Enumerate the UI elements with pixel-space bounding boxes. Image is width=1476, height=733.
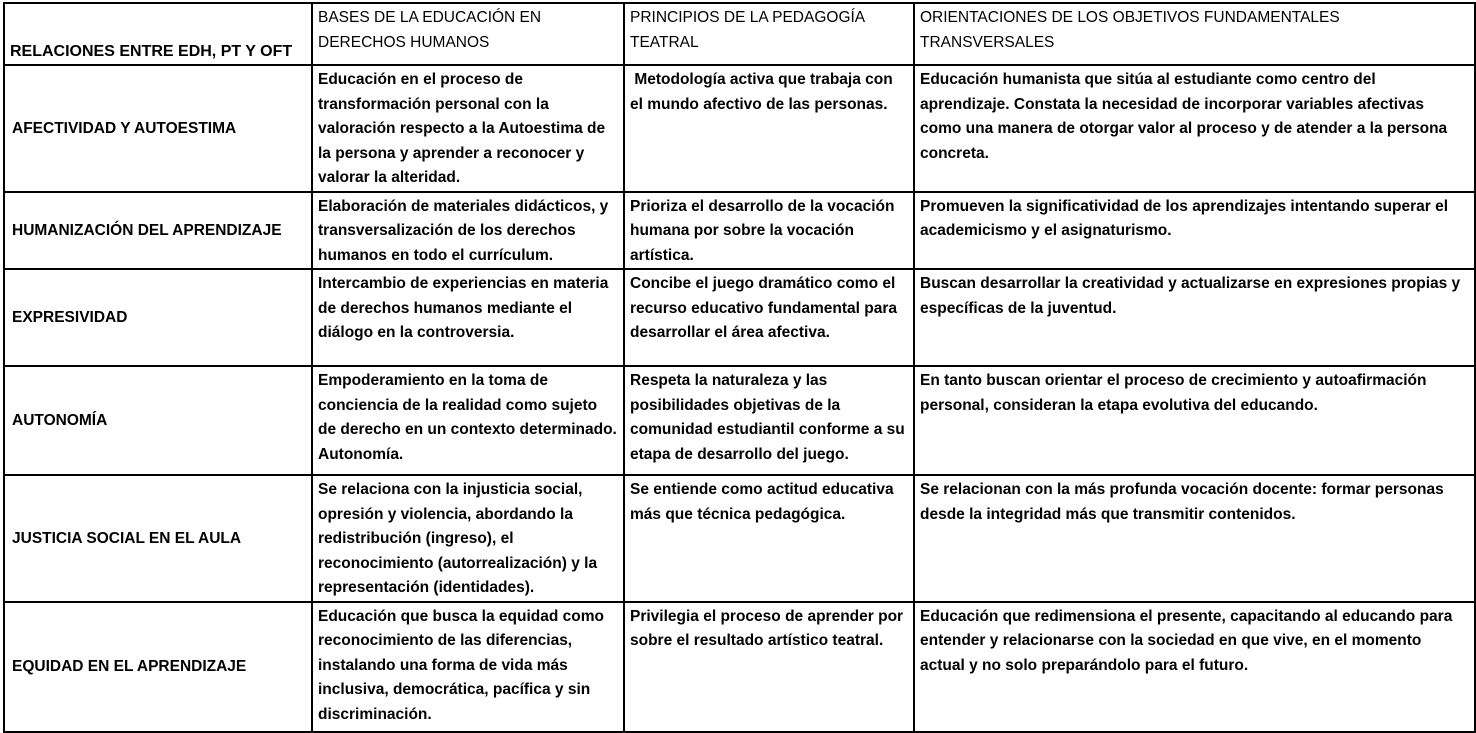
table-row <box>4 366 1475 475</box>
cell-orientaciones: En tanto buscan orientar el proceso de crecimiento y autoafirmación personal, consideran la etapa evolutiva del educando. <box>914 366 1475 475</box>
cell-bases: Educación en el proceso de transformación personal con la valoración respecto a la Autoestima de la persona y aprender a reconocer y valorar la alteridad. <box>312 65 624 192</box>
cell-bases: Se relaciona con la injusticia social, opresión y violencia, abordando la redistribución (ingreso), el reconocimiento (autorrealización) y la representación (identidades). <box>312 475 624 602</box>
cell-bases: Intercambio de experiencias en materia de derechos humanos mediante el diálogo en la controversia. <box>312 269 624 366</box>
row-label: AUTONOMÍA <box>4 366 312 475</box>
header-bases: BASES DE LA EDUCACIÓN EN DERECHOS HUMANOS <box>312 3 624 65</box>
table-row <box>4 475 1475 602</box>
cell-principios: Se entiende como actitud educativa más que técnica pedagógica. <box>624 475 914 602</box>
row-label: AFECTIVIDAD Y AUTOESTIMA <box>4 65 312 192</box>
cell-orientaciones: Se relacionan con la más profunda vocación docente: formar personas desde la integridad más que transmitir contenidos. <box>914 475 1475 602</box>
header-row <box>4 3 1475 65</box>
header-relaciones: RELACIONES ENTRE EDH, PT Y OFT <box>4 3 312 65</box>
cell-orientaciones: Educación que redimensiona el presente, capacitando al educando para entender y relacionarse con la sociedad en que vive, en el momento actual y no solo preparándolo para el futuro. <box>914 602 1475 732</box>
row-label: JUSTICIA SOCIAL EN EL AULA <box>4 475 312 602</box>
header-principios: PRINCIPIOS DE LA PEDAGOGÍA TEATRAL <box>624 3 914 65</box>
cell-bases: Educación que busca la equidad como reconocimiento de las diferencias, instalando una forma de vida más inclusiva, democrática, pacífica y sin discriminación. <box>312 602 624 732</box>
row-label: EXPRESIVIDAD <box>4 269 312 366</box>
relations-table <box>3 2 1476 733</box>
table-row <box>4 269 1475 366</box>
cell-principios: Metodología activa que trabaja con el mundo afectivo de las personas. <box>624 65 914 192</box>
cell-principios: Prioriza el desarrollo de la vocación humana por sobre la vocación artística. <box>624 192 914 270</box>
cell-bases: Empoderamiento en la toma de conciencia de la realidad como sujeto de derecho en un contexto determinado. Autonomía. <box>312 366 624 475</box>
cell-bases: Elaboración de materiales didácticos, y transversalización de los derechos humanos en todo el currículum. <box>312 192 624 270</box>
row-label: EQUIDAD EN EL APRENDIZAJE <box>4 602 312 732</box>
table-row <box>4 65 1475 192</box>
table-row <box>4 602 1475 732</box>
row-label: HUMANIZACIÓN DEL APRENDIZAJE <box>4 192 312 270</box>
header-orientaciones: ORIENTACIONES DE LOS OBJETIVOS FUNDAMENTALES TRANSVERSALES <box>914 3 1475 65</box>
cell-principios: Privilegia el proceso de aprender por sobre el resultado artístico teatral. <box>624 602 914 732</box>
cell-principios: Concibe el juego dramático como el recurso educativo fundamental para desarrollar el área afectiva. <box>624 269 914 366</box>
table-row <box>4 192 1475 270</box>
cell-orientaciones: Promueven la significatividad de los aprendizajes intentando superar el academicismo y el asignaturismo. <box>914 192 1475 270</box>
cell-orientaciones: Buscan desarrollar la creatividad y actualizarse en expresiones propias y específicas de la juventud. <box>914 269 1475 366</box>
cell-orientaciones: Educación humanista que sitúa al estudiante como centro del aprendizaje. Constata la necesidad de incorporar variables afectivas como una manera de otorgar valor al proceso y de atender a la persona concreta. <box>914 65 1475 192</box>
cell-principios: Respeta la naturaleza y las posibilidades objetivas de la comunidad estudiantil conforme a su etapa de desarrollo del juego. <box>624 366 914 475</box>
